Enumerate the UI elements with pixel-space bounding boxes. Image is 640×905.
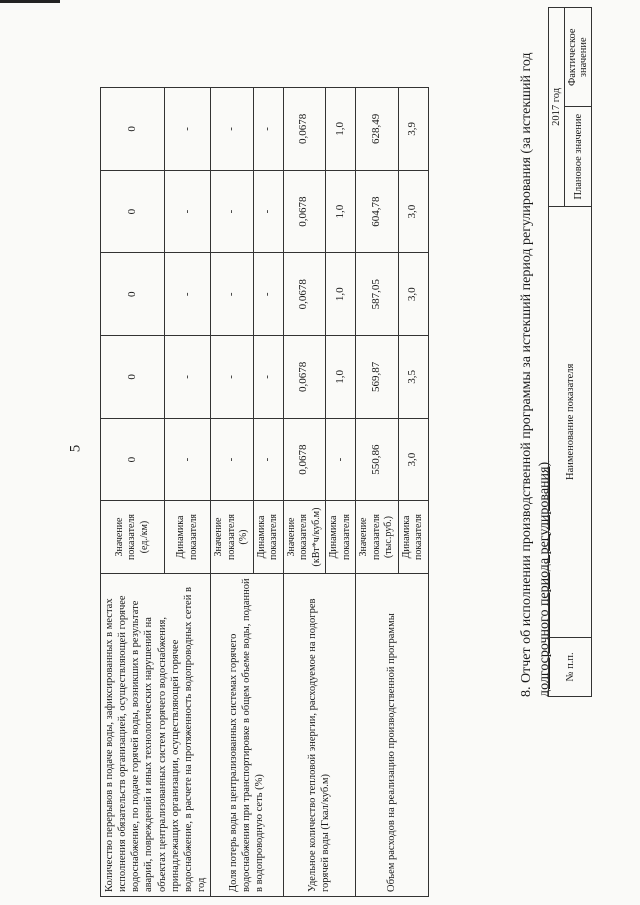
indicator-value: 0: [101, 170, 165, 253]
indicator-value: -: [165, 170, 211, 253]
col-year-header: 2017 год: [549, 8, 565, 207]
indicator-type: Значение показателя (кВт*ч/куб.м): [283, 501, 326, 573]
indicator-name: Доля потерь воды в централизованных системах горячего водоснабжения при транспортировке в общем объеме воды, поданной в водопроводную сеть (%): [211, 573, 284, 896]
indicator-value: 0: [101, 253, 165, 336]
table-row: [101, 88, 165, 897]
indicator-value: -: [211, 170, 254, 253]
table-row: [356, 88, 399, 897]
indicator-value: 1,0: [326, 253, 356, 336]
indicator-name: Удельное количество тепловой энергии, расходуемое на подогрев горячей воды (Гкал/куб.м): [283, 573, 356, 896]
indicator-value: 3,0: [398, 253, 428, 336]
indicator-value: 1,0: [326, 170, 356, 253]
indicator-value: -: [326, 418, 356, 501]
indicator-value: 628,49: [356, 88, 399, 171]
indicator-value: -: [165, 88, 211, 171]
indicator-value: -: [253, 253, 283, 336]
indicator-value: 604,78: [356, 170, 399, 253]
indicator-value: -: [165, 253, 211, 336]
indicator-value: -: [253, 418, 283, 501]
indicator-value: -: [253, 170, 283, 253]
indicator-type: Динамика показателя: [326, 501, 356, 573]
indicator-value: 3,0: [398, 418, 428, 501]
section-8-heading-line2: долгосрочного периода регулирования): [536, 461, 552, 697]
indicator-value: 0,0678: [283, 253, 326, 336]
report-table: [548, 7, 592, 697]
indicator-value: -: [165, 418, 211, 501]
indicator-value: 569,87: [356, 336, 399, 419]
indicator-value: -: [211, 336, 254, 419]
indicator-value: -: [211, 253, 254, 336]
col-plan-header: Плановое значение: [565, 107, 592, 206]
indicator-value: 0: [101, 88, 165, 171]
indicator-type: Динамика показателя: [165, 501, 211, 573]
indicator-value: 0,0678: [283, 170, 326, 253]
section-8-heading-line1: 8. Отчет об исполнении производственной программы за истекший период регулирования (за истекший год: [519, 52, 534, 697]
indicator-value: 3,5: [398, 336, 428, 419]
indicator-value: -: [253, 88, 283, 171]
indicator-type: Значение показателя (тыс.руб.): [356, 501, 399, 573]
indicator-type: Динамика показателя: [253, 501, 283, 573]
indicator-type: Значение показателя (%): [211, 501, 254, 573]
col-fact-header: Фактическое значение: [565, 8, 592, 107]
indicator-name: Количество перерывов в подаче воды, зафиксированных в местах исполнения обязательств организацией, осуществляющей горячее водоснабжение, по подаче горячей воды, возникших в результате аварий, повреждений и иных технологических нарушений на объектах централизованных систем горячего водоснабжения, принадлежащих организации, осуществляющей горячее водоснабжение, в расчете на протяженность водопроводных сетей в год: [101, 573, 211, 896]
indicator-value: 0,0678: [283, 88, 326, 171]
indicator-value: -: [211, 88, 254, 171]
table-row: [283, 88, 326, 897]
table-row: [211, 88, 254, 897]
page-number: 5: [67, 444, 84, 453]
indicator-value: -: [211, 418, 254, 501]
indicator-value: 1,0: [326, 88, 356, 171]
indicator-type: Значение показателя (ед./км): [101, 501, 165, 573]
indicator-value: -: [253, 336, 283, 419]
col-number-header: № п.п.: [549, 637, 592, 696]
indicators-table: [100, 87, 429, 897]
col-name-header: Наименование показателя: [549, 206, 592, 637]
indicator-name: Объем расходов на реализацию производственной программы: [356, 573, 429, 896]
indicator-value: 0: [101, 418, 165, 501]
indicator-value: 0: [101, 336, 165, 419]
indicator-value: 550,86: [356, 418, 399, 501]
indicator-value: 1,0: [326, 336, 356, 419]
indicator-value: -: [165, 336, 211, 419]
indicator-value: 3,9: [398, 88, 428, 171]
indicator-value: 587,05: [356, 253, 399, 336]
indicator-value: 0,0678: [283, 336, 326, 419]
indicator-value: 3,0: [398, 170, 428, 253]
indicator-value: 0,0678: [283, 418, 326, 501]
indicator-type: Динамика показателя: [398, 501, 428, 573]
